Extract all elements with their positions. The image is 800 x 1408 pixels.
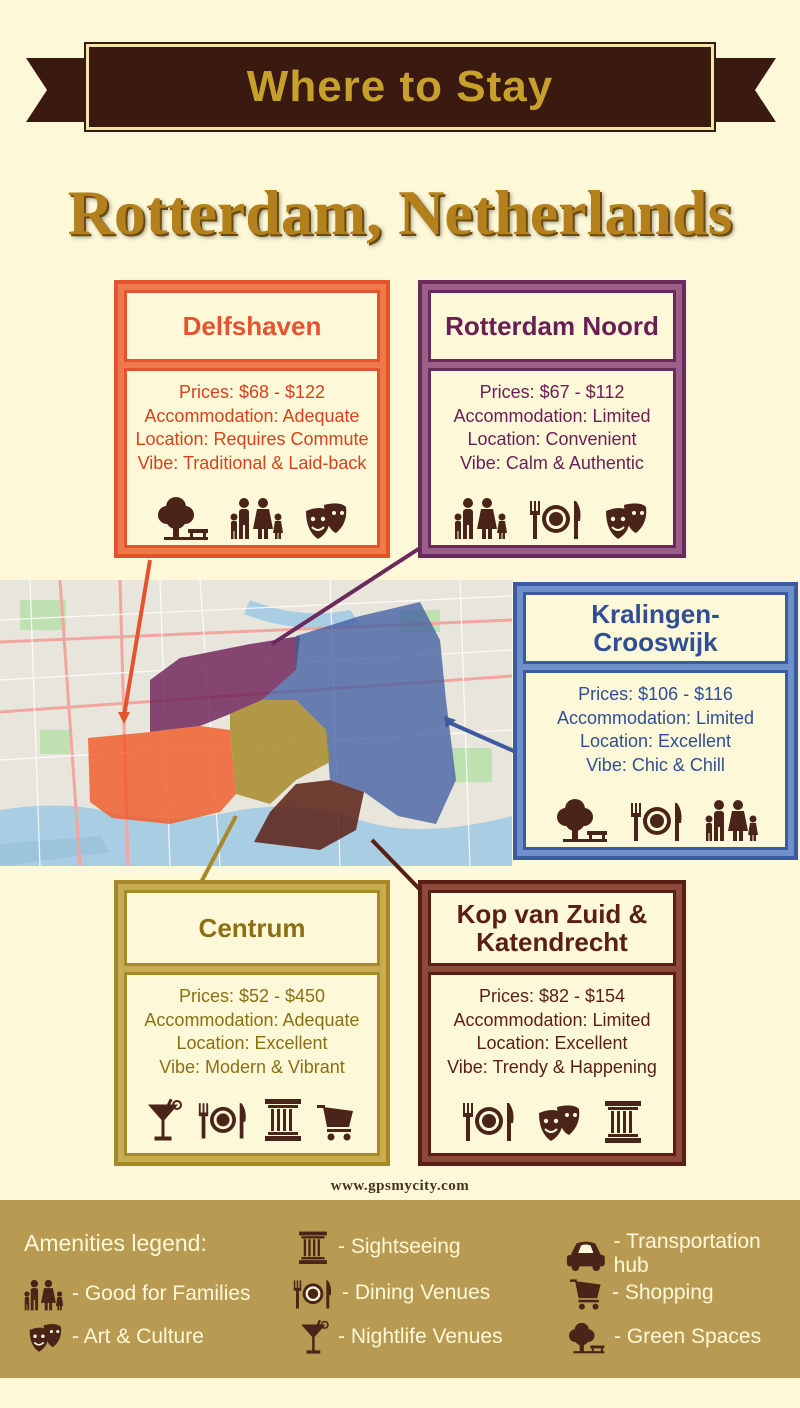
district-card-kop-van-zuid-katendrecht[interactable] [418, 880, 686, 1166]
sightseeing-icon [263, 1097, 303, 1141]
banner-title: Where to Stay [246, 62, 554, 111]
district-accommodation: Accommodation: Limited [453, 1009, 651, 1030]
shopping-icon [570, 1276, 604, 1310]
families-icon [705, 795, 759, 843]
legend-item-shopping: - Shopping [570, 1276, 714, 1310]
legend-item-green-spaces: - Green Spaces [566, 1320, 761, 1354]
families-icon [24, 1276, 64, 1312]
district-card-delfshaven[interactable] [114, 280, 390, 558]
district-vibe: Vibe: Calm & Authentic [460, 452, 644, 473]
green-spaces-icon [566, 1320, 606, 1354]
sightseeing-icon [296, 1230, 330, 1264]
district-location: Location: Excellent [476, 1033, 628, 1053]
nightlife-icon [300, 1320, 330, 1354]
district-prices: Prices: $106 - $116 [578, 684, 733, 704]
district-accommodation: Accommodation: Adequate [144, 405, 360, 426]
district-prices: Prices: $68 - $122 [178, 382, 326, 402]
green-spaces-icon [553, 795, 609, 843]
district-card-rotterdam-noord[interactable] [418, 280, 686, 558]
legend-item-art-culture: - Art & Culture [28, 1320, 204, 1354]
district-details [428, 972, 676, 1156]
legend-item-dining: - Dining Venues [292, 1276, 490, 1310]
district-details [124, 972, 380, 1156]
transportation-icon [566, 1236, 606, 1272]
district-details [124, 368, 380, 548]
amenity-icons [431, 1097, 673, 1143]
nightlife-icon [147, 1099, 183, 1141]
dining-icon [197, 1097, 249, 1141]
city-title: Rotterdam, Netherlands [67, 177, 733, 248]
families-icon [454, 493, 508, 541]
sightseeing-icon [603, 1099, 643, 1143]
district-vibe: Vibe: Modern & Vibrant [159, 1056, 345, 1077]
district-vibe: Vibe: Traditional & Laid-back [137, 452, 367, 473]
district-details [428, 368, 676, 548]
legend-item-nightlife: - Nightlife Venues [300, 1320, 503, 1354]
district-vibe: Vibe: Chic & Chill [586, 754, 725, 775]
amenity-icons [431, 493, 673, 541]
district-name: Kop van Zuid & Katendrecht [428, 890, 676, 966]
amenity-icons [127, 493, 377, 541]
dining-icon [461, 1097, 517, 1143]
district-details [523, 670, 788, 850]
district-card-centrum[interactable] [114, 880, 390, 1166]
district-accommodation: Accommodation: Adequate [144, 1009, 360, 1030]
district-prices: Prices: $67 - $112 [479, 382, 625, 402]
art-culture-icon [537, 1101, 583, 1143]
district-card-kralingen-crooswijk[interactable] [513, 582, 798, 860]
amenity-icons [526, 795, 785, 843]
district-name: Kralingen- Crooswijk [523, 592, 788, 664]
title-banner [86, 44, 714, 130]
district-name: Centrum [124, 890, 380, 966]
district-accommodation: Accommodation: Limited [453, 405, 651, 426]
district-location: Location: Requires Commute [135, 429, 369, 449]
art-culture-icon [28, 1320, 64, 1354]
district-accommodation: Accommodation: Limited [556, 707, 755, 728]
art-culture-icon [604, 499, 650, 541]
legend-item-sightseeing: - Sightseeing [296, 1230, 461, 1264]
legend-heading: Amenities legend: [24, 1230, 207, 1256]
legend-item-transportation: - Transportation hub [566, 1230, 800, 1278]
district-location: Location: Excellent [176, 1033, 328, 1053]
banner-ribbon-right [706, 58, 776, 122]
dining-icon [292, 1276, 334, 1310]
legend-item-families: - Good for Families [24, 1276, 251, 1312]
shopping-icon [317, 1101, 357, 1141]
district-map[interactable] [0, 580, 512, 866]
green-spaces-icon [154, 493, 210, 541]
dining-icon [629, 797, 685, 843]
families-icon [230, 493, 284, 541]
district-prices: Prices: $82 - $154 [478, 986, 626, 1006]
district-name: Rotterdam Noord [428, 290, 676, 362]
district-vibe: Vibe: Trendy & Happening [447, 1056, 657, 1077]
dining-icon [528, 495, 584, 541]
amenity-icons [127, 1097, 377, 1141]
map-area-delfshaven [88, 726, 236, 824]
district-location: Location: Convenient [467, 429, 637, 449]
website-link[interactable]: www.gpsmycity.com [330, 1178, 470, 1194]
district-location: Location: Excellent [579, 731, 732, 751]
amenities-legend [0, 1200, 800, 1378]
district-prices: Prices: $52 - $450 [178, 986, 326, 1006]
art-culture-icon [304, 499, 350, 541]
district-name: Delfshaven [124, 290, 380, 362]
